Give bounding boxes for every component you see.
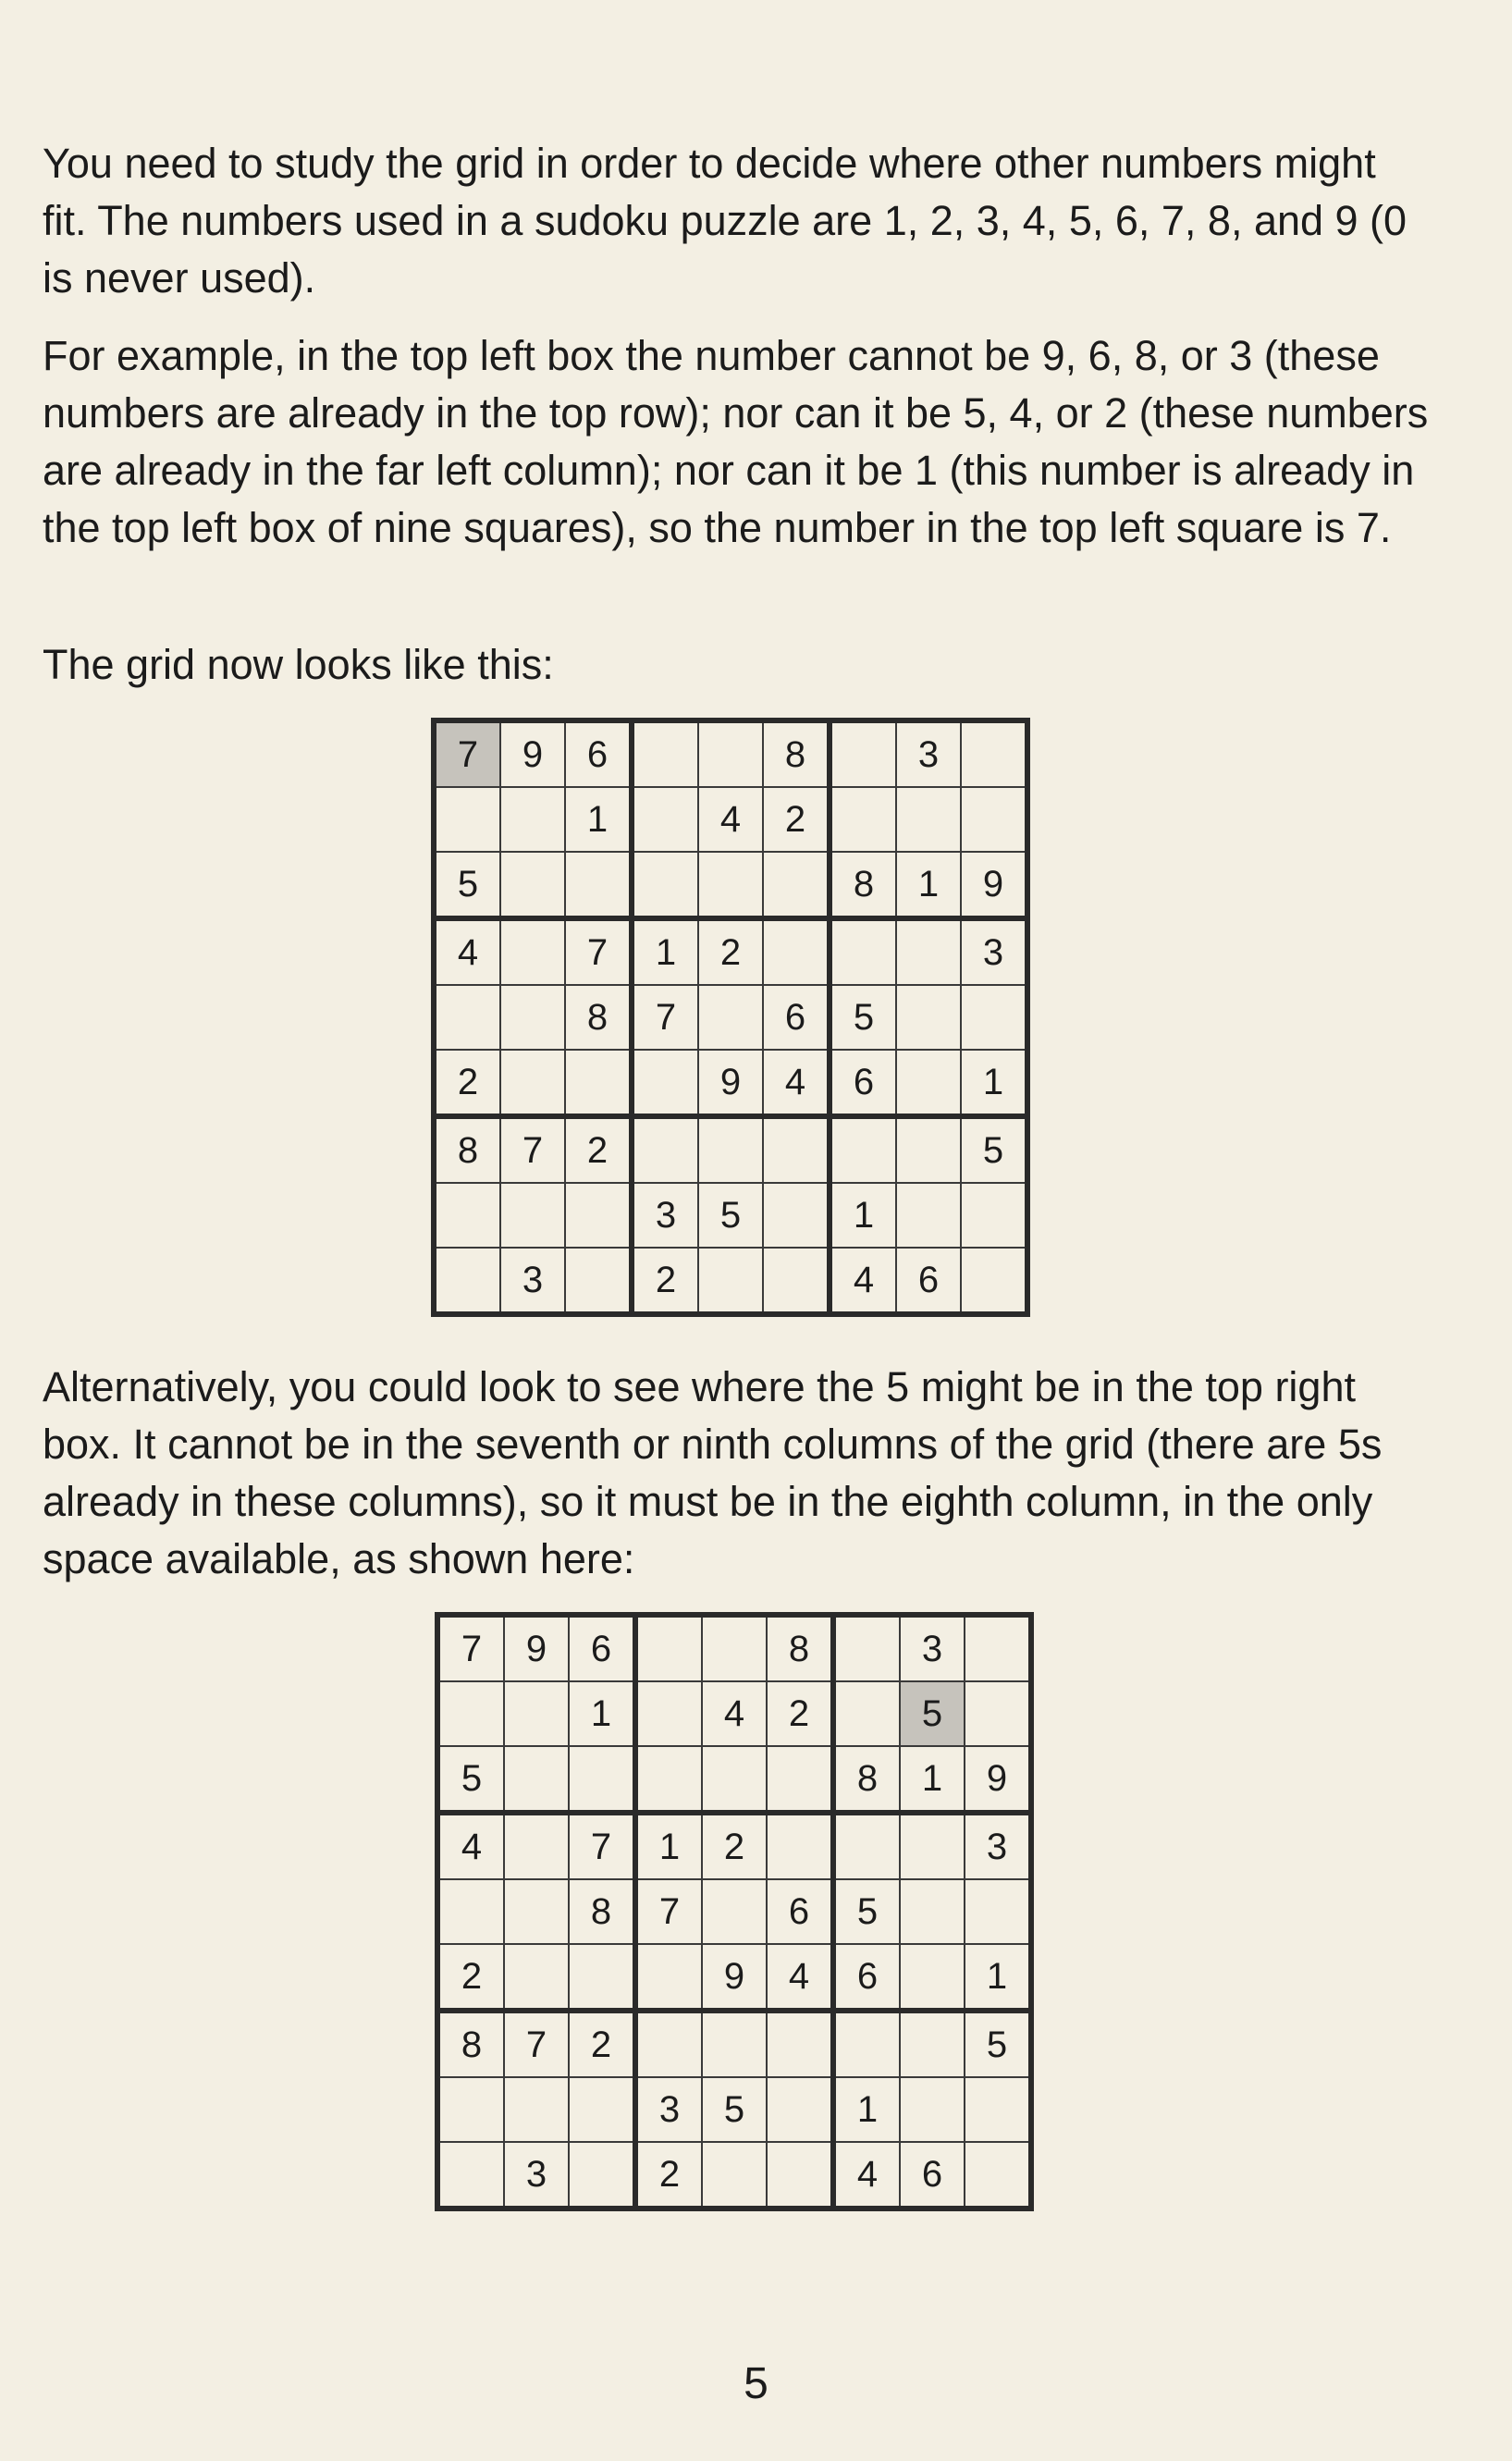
grid-cell — [500, 985, 565, 1050]
grid-cell: 5 — [702, 2077, 767, 2142]
grid-cell: 7 — [565, 918, 632, 985]
grid-cell — [632, 720, 698, 787]
grid-cell — [500, 1050, 565, 1116]
grid-cell — [896, 1183, 961, 1248]
grid-row — [434, 1116, 1027, 1183]
grid-cell: 3 — [500, 1248, 565, 1314]
grid-cell — [565, 1183, 632, 1248]
grid-cell — [437, 1681, 504, 1746]
grid-cell: 8 — [565, 985, 632, 1050]
grid-cell: 4 — [833, 2142, 900, 2209]
grid-cell — [500, 1183, 565, 1248]
grid-cell — [434, 1248, 500, 1314]
grid-cell — [702, 1879, 767, 1944]
grid-cell: 1 — [900, 1746, 965, 1813]
grid-cell: 5 — [961, 1116, 1027, 1183]
grid-cell: 6 — [900, 2142, 965, 2209]
grid-cell — [434, 787, 500, 852]
intro-paragraph: You need to study the grid in order to decide where other numbers might fit. The numbers used in a sudoku puzzle are 1, 2, 3, 4, 5, 6, 7, 8, and 9 (0 is never used). — [43, 140, 1408, 301]
grid-cell: 1 — [635, 1813, 702, 1879]
grid-cell — [698, 985, 763, 1050]
grid-cell: 4 — [437, 1813, 504, 1879]
grid-cell: 7 — [635, 1879, 702, 1944]
grid-cell: 2 — [565, 1116, 632, 1183]
grid-cell: 9 — [698, 1050, 763, 1116]
grid-cell: 6 — [896, 1248, 961, 1314]
grid-cell: 2 — [569, 2011, 635, 2077]
grid-cell: 3 — [635, 2077, 702, 2142]
grid-cell — [767, 1746, 833, 1813]
grid-cell: 2 — [763, 787, 830, 852]
grid-cell: 5 — [833, 1879, 900, 1944]
grid-cell — [504, 1944, 569, 2011]
grid-cell — [961, 720, 1027, 787]
grid-cell — [569, 2142, 635, 2209]
grid-cell: 3 — [504, 2142, 569, 2209]
grid-cell — [632, 787, 698, 852]
grid-cell — [504, 1681, 569, 1746]
grid-cell: 1 — [833, 2077, 900, 2142]
grid-cell — [632, 1050, 698, 1116]
grid-cell: 9 — [702, 1944, 767, 2011]
grid-row — [434, 918, 1027, 985]
grid-cell — [698, 720, 763, 787]
grid-cell — [434, 1183, 500, 1248]
grid-cell: 8 — [763, 720, 830, 787]
grid-row — [437, 1944, 1031, 2011]
grid-cell: 3 — [961, 918, 1027, 985]
grid-cell — [896, 1050, 961, 1116]
example-paragraph: For example, in the top left box the number cannot be 9, 6, 8, or 3 (these numbers are already in the top row); nor can it be 5, 4, or 2 (these numbers are already in the far left column); nor can it be 1 (this number is already in the top left box of nine squares), so the number in the top left square is 7. — [43, 332, 1429, 551]
grid-cell — [767, 2142, 833, 2209]
grid-cell: 6 — [565, 720, 632, 787]
grid-cell — [900, 2077, 965, 2142]
grid-row — [437, 1813, 1031, 1879]
grid-cell — [698, 1116, 763, 1183]
grid-now-caption: The grid now looks like this: — [43, 641, 554, 688]
grid-cell — [961, 1183, 1027, 1248]
grid-cell: 7 — [632, 985, 698, 1050]
grid-cell — [500, 787, 565, 852]
page-number: 5 — [744, 2359, 768, 2408]
grid-cell: 1 — [961, 1050, 1027, 1116]
grid-cell: 1 — [565, 787, 632, 852]
grid-cell — [763, 918, 830, 985]
grid-cell: 5 — [830, 985, 896, 1050]
grid-cell: 3 — [896, 720, 961, 787]
grid-cell: 9 — [500, 720, 565, 787]
grid-cell: 6 — [767, 1879, 833, 1944]
grid-cell — [833, 1813, 900, 1879]
grid-cell: 8 — [434, 1116, 500, 1183]
grid-cell — [763, 1248, 830, 1314]
grid-cell — [965, 1615, 1031, 1681]
grid-cell — [965, 1681, 1031, 1746]
grid-row — [437, 1615, 1031, 1681]
grid-cell: 4 — [763, 1050, 830, 1116]
grid-cell — [763, 1183, 830, 1248]
grid-cell — [900, 1813, 965, 1879]
grid-row — [434, 985, 1027, 1050]
grid-cell — [830, 720, 896, 787]
grid-cell — [702, 1615, 767, 1681]
grid-cell — [833, 1615, 900, 1681]
grid-cell: 2 — [632, 1248, 698, 1314]
grid-cell — [635, 1615, 702, 1681]
grid-cell: 6 — [763, 985, 830, 1050]
grid-row — [437, 1681, 1031, 1746]
grid-cell — [500, 918, 565, 985]
grid-cell — [434, 985, 500, 1050]
grid-cell — [763, 852, 830, 918]
grid-row — [437, 2142, 1031, 2209]
grid-cell — [965, 2077, 1031, 2142]
grid-cell — [830, 1116, 896, 1183]
grid-cell — [504, 2077, 569, 2142]
grid-cell — [896, 985, 961, 1050]
grid-cell: 7 — [500, 1116, 565, 1183]
grid-cell — [632, 852, 698, 918]
grid-cell — [635, 1944, 702, 2011]
grid-cell: 2 — [702, 1813, 767, 1879]
grid-cell — [965, 2142, 1031, 2209]
grid-cell — [504, 1879, 569, 1944]
grid-cell — [500, 852, 565, 918]
grid-row — [434, 1248, 1027, 1314]
grid-cell: 2 — [635, 2142, 702, 2209]
grid-cell — [965, 1879, 1031, 1944]
grid-cell: 1 — [965, 1944, 1031, 2011]
grid-cell — [833, 1681, 900, 1746]
grid-cell — [702, 2142, 767, 2209]
grid-cell — [437, 2077, 504, 2142]
grid-cell: 7 — [569, 1813, 635, 1879]
grid-cell — [698, 852, 763, 918]
grid-cell — [565, 852, 632, 918]
grid-row — [437, 2011, 1031, 2077]
grid-cell: 4 — [434, 918, 500, 985]
grid-cell — [565, 1248, 632, 1314]
grid-cell — [961, 985, 1027, 1050]
grid-cell: 1 — [896, 852, 961, 918]
grid-cell: 5 — [434, 852, 500, 918]
grid-cell — [565, 1050, 632, 1116]
grid-cell: 4 — [702, 1681, 767, 1746]
alternative-paragraph: Alternatively, you could look to see where the 5 might be in the top right box. It cannot be in the seventh or ninth columns of the grid (there are 5s already in these columns), so it must be in the eighth column, in the only space available, as shown here: — [43, 1363, 1383, 1582]
grid-cell — [830, 918, 896, 985]
grid-cell: 8 — [437, 2011, 504, 2077]
grid-cell: 2 — [434, 1050, 500, 1116]
grid-cell: 9 — [961, 852, 1027, 918]
sudoku-grid-step-2 — [435, 1612, 1034, 2211]
grid-cell — [569, 1746, 635, 1813]
grid-cell: 8 — [767, 1615, 833, 1681]
highlighted-grid-cell: 7 — [434, 720, 500, 787]
grid-cell — [900, 2011, 965, 2077]
grid-cell — [702, 1746, 767, 1813]
grid-cell: 3 — [632, 1183, 698, 1248]
grid-cell: 6 — [833, 1944, 900, 2011]
grid-cell — [896, 1116, 961, 1183]
grid-cell — [504, 1746, 569, 1813]
grid-cell — [900, 1944, 965, 2011]
highlighted-grid-cell: 5 — [900, 1681, 965, 1746]
grid-cell — [635, 1746, 702, 1813]
grid-cell: 7 — [437, 1615, 504, 1681]
grid-cell — [900, 1879, 965, 1944]
grid-cell: 2 — [698, 918, 763, 985]
grid-row — [434, 852, 1027, 918]
grid-cell — [833, 2011, 900, 2077]
grid-row — [434, 1050, 1027, 1116]
grid-cell — [437, 2142, 504, 2209]
grid-cell: 4 — [698, 787, 763, 852]
grid-cell — [896, 787, 961, 852]
grid-cell: 6 — [569, 1615, 635, 1681]
grid-cell — [767, 2077, 833, 2142]
grid-cell — [767, 1813, 833, 1879]
grid-cell: 1 — [569, 1681, 635, 1746]
grid-cell: 4 — [830, 1248, 896, 1314]
grid-row — [437, 1746, 1031, 1813]
grid-cell: 2 — [437, 1944, 504, 2011]
grid-cell — [896, 918, 961, 985]
grid-row — [434, 787, 1027, 852]
grid-cell — [961, 787, 1027, 852]
grid-cell: 8 — [569, 1879, 635, 1944]
grid-cell — [569, 1944, 635, 2011]
grid-cell — [698, 1248, 763, 1314]
grid-row — [434, 1183, 1027, 1248]
grid-cell — [702, 2011, 767, 2077]
grid-cell — [635, 2011, 702, 2077]
grid-row — [437, 2077, 1031, 2142]
grid-cell: 3 — [965, 1813, 1031, 1879]
grid-cell — [437, 1879, 504, 1944]
grid-cell: 1 — [632, 918, 698, 985]
grid-cell — [632, 1116, 698, 1183]
grid-cell: 8 — [830, 852, 896, 918]
grid-cell: 6 — [830, 1050, 896, 1116]
grid-cell — [504, 1813, 569, 1879]
grid-cell: 4 — [767, 1944, 833, 2011]
grid-cell: 5 — [437, 1746, 504, 1813]
grid-cell — [569, 2077, 635, 2142]
grid-row — [434, 720, 1027, 787]
grid-cell — [767, 2011, 833, 2077]
grid-cell — [961, 1248, 1027, 1314]
sudoku-grid-step-1 — [431, 718, 1030, 1317]
grid-cell: 9 — [965, 1746, 1031, 1813]
grid-cell — [830, 787, 896, 852]
grid-cell: 3 — [900, 1615, 965, 1681]
grid-cell: 5 — [965, 2011, 1031, 2077]
grid-row — [437, 1879, 1031, 1944]
grid-cell: 7 — [504, 2011, 569, 2077]
grid-cell: 5 — [698, 1183, 763, 1248]
grid-cell: 8 — [833, 1746, 900, 1813]
grid-cell — [635, 1681, 702, 1746]
grid-cell: 2 — [767, 1681, 833, 1746]
grid-cell: 1 — [830, 1183, 896, 1248]
grid-cell — [763, 1116, 830, 1183]
grid-cell: 9 — [504, 1615, 569, 1681]
